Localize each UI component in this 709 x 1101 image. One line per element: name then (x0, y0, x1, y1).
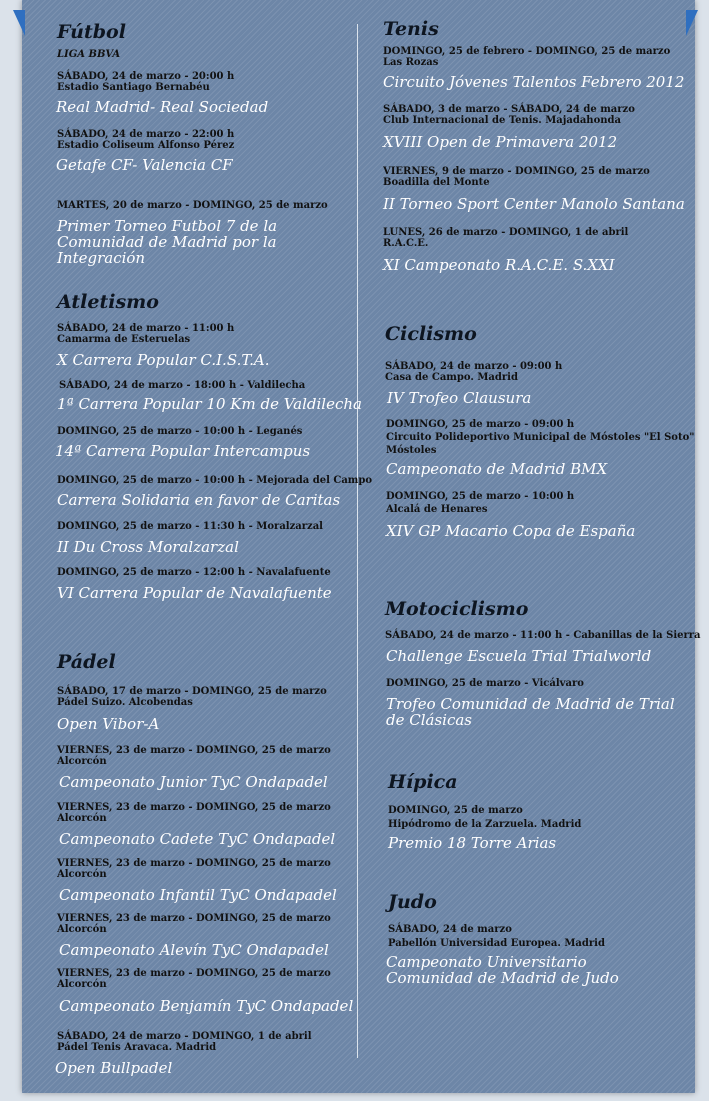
section-title-atletismo: Atletismo (57, 291, 159, 313)
event-date: VIERNES, 9 de marzo - DOMINGO, 25 de marzo (383, 166, 650, 177)
event-place-city: Móstoles (386, 445, 437, 456)
event-date: DOMINGO, 25 de marzo (388, 805, 523, 816)
event-date: SÁBADO, 3 de marzo - SÁBADO, 24 de marzo (383, 104, 635, 115)
event-name[interactable]: Getafe CF- Valencia CF (56, 156, 233, 174)
event-date: SÁBADO, 24 de marzo - 11:00 h - Cabanillas de la Sierra (385, 630, 701, 641)
event-name[interactable]: Primer Torneo Futbol 7 de la Comunidad de Madrid por la Integración (57, 217, 278, 267)
event-date: DOMINGO, 25 de marzo - 10:00 h - Mejorada del Campo (57, 475, 373, 486)
event-date: SÁBADO, 24 de marzo - 20:00 h (57, 71, 235, 82)
section-title-hipica: Hípica (388, 771, 458, 793)
event-date: SÁBADO, 24 de marzo (388, 924, 512, 935)
event-name[interactable]: Campeonato Benjamín TyC Ondapadel (59, 997, 354, 1015)
event-place: Hipódromo de la Zarzuela. Madrid (388, 819, 582, 830)
event-place: Alcorcón (57, 756, 107, 767)
event-date: DOMINGO, 25 de marzo - 11:30 h - Moralzarzal (57, 521, 323, 532)
event-date: DOMINGO, 25 de marzo - Vicálvaro (386, 678, 584, 689)
event-place: Alcalá de Henares (386, 504, 488, 515)
event-place: Circuito Polideportivo Municipal de Móstoles "El Soto" (386, 432, 695, 443)
event-place: Pádel Suizo. Alcobendas (57, 697, 193, 708)
event-name[interactable]: Carrera Solidaria en favor de Caritas (57, 491, 341, 509)
right-ribbon-corner (686, 10, 698, 36)
event-place: Alcorcón (57, 869, 107, 880)
event-name[interactable]: 14ª Carrera Popular Intercampus (55, 442, 311, 460)
event-date: LUNES, 26 de marzo - DOMINGO, 1 de abril (383, 227, 629, 238)
event-place: Estadio Coliseum Alfonso Pérez (57, 140, 235, 151)
event-date: VIERNES, 23 de marzo - DOMINGO, 25 de marzo (57, 802, 331, 813)
section-title-tenis: Tenis (383, 18, 439, 40)
event-name[interactable]: X Carrera Popular C.I.S.T.A. (57, 351, 270, 369)
event-date: VIERNES, 23 de marzo - DOMINGO, 25 de marzo (57, 745, 331, 756)
event-date: VIERNES, 23 de marzo - DOMINGO, 25 de marzo (57, 968, 331, 979)
section-title-judo: Judo (388, 891, 437, 913)
event-name[interactable]: II Torneo Sport Center Manolo Santana (383, 195, 685, 213)
event-date: DOMINGO, 25 de marzo - 12:00 h - Navalafuente (57, 567, 331, 578)
event-name[interactable]: Campeonato Alevín TyC Ondapadel (59, 941, 329, 959)
event-name[interactable]: Campeonato Universitario Comunidad de Madrid de Judo (386, 953, 619, 987)
event-name[interactable]: Open Bullpadel (55, 1059, 173, 1077)
league-label: LIGA BBVA (57, 49, 121, 60)
event-name[interactable]: Campeonato Cadete TyC Ondapadel (59, 830, 336, 848)
event-date: MARTES, 20 de marzo - DOMINGO, 25 de marzo (57, 200, 328, 211)
section-title-padel: Pádel (57, 651, 116, 673)
column-divider (357, 24, 358, 1058)
section-title-futbol: Fútbol (57, 21, 126, 43)
event-name[interactable]: Circuito Jóvenes Talentos Febrero 2012 (383, 73, 685, 91)
left-ribbon-corner (13, 10, 25, 36)
event-name[interactable]: XI Campeonato R.A.C.E. S.XXI (383, 256, 615, 274)
event-name[interactable]: VI Carrera Popular de Navalafuente (57, 584, 332, 602)
event-place: Las Rozas (383, 57, 439, 68)
event-date: VIERNES, 23 de marzo - DOMINGO, 25 de marzo (57, 913, 331, 924)
event-date: SÁBADO, 24 de marzo - 11:00 h (57, 323, 235, 334)
event-name[interactable]: Real Madrid- Real Sociedad (56, 98, 269, 116)
section-title-motociclismo: Motociclismo (385, 598, 529, 620)
event-place: R.A.C.E. (383, 238, 429, 249)
event-name[interactable]: 1ª Carrera Popular 10 Km de Valdilecha (57, 395, 362, 413)
event-place: Alcorcón (57, 813, 107, 824)
event-name[interactable]: Premio 18 Torre Arias (388, 834, 557, 852)
event-place: Boadilla del Monte (383, 177, 490, 188)
event-date: VIERNES, 23 de marzo - DOMINGO, 25 de marzo (57, 858, 331, 869)
event-date: DOMINGO, 25 de marzo - 10:00 h (386, 491, 575, 502)
event-date: SÁBADO, 24 de marzo - 18:00 h - Valdilecha (59, 380, 306, 391)
event-date: SÁBADO, 17 de marzo - DOMINGO, 25 de marzo (57, 686, 327, 697)
event-name[interactable]: IV Trofeo Clausura (387, 389, 532, 407)
event-name[interactable]: Challenge Escuela Trial Trialworld (386, 647, 652, 665)
event-place: Alcorcón (57, 924, 107, 935)
event-date: SÁBADO, 24 de marzo - DOMINGO, 1 de abril (57, 1031, 312, 1042)
event-place: Alcorcón (57, 979, 107, 990)
event-name[interactable]: Campeonato Junior TyC Ondapadel (59, 773, 328, 791)
event-place: Pabellón Universidad Europea. Madrid (388, 938, 605, 949)
event-name[interactable]: II Du Cross Moralzarzal (57, 538, 239, 556)
event-place: Club Internacional de Tenis. Majadahonda (383, 115, 621, 126)
event-name[interactable]: Open Vibor-A (57, 715, 160, 733)
event-name[interactable]: Campeonato Infantil TyC Ondapadel (59, 886, 337, 904)
event-date: DOMINGO, 25 de febrero - DOMINGO, 25 de marzo (383, 46, 671, 57)
event-place: Pádel Tenis Aravaca. Madrid (57, 1042, 217, 1053)
event-place: Camarma de Esteruelas (57, 334, 191, 345)
event-name[interactable]: XIV GP Macario Copa de España (386, 522, 636, 540)
event-name[interactable]: XVIII Open de Primavera 2012 (383, 133, 618, 151)
event-date: SÁBADO, 24 de marzo - 09:00 h (385, 361, 563, 372)
event-place: Estadio Santiago Bernabéu (57, 82, 210, 93)
section-title-ciclismo: Ciclismo (385, 323, 477, 345)
event-name[interactable]: Campeonato de Madrid BMX (386, 460, 608, 478)
event-date: DOMINGO, 25 de marzo - 10:00 h - Leganés (57, 426, 303, 437)
event-place: Casa de Campo. Madrid (385, 372, 518, 383)
event-name[interactable]: Trofeo Comunidad de Madrid de Trial de Clásicas (386, 695, 675, 729)
event-date: SÁBADO, 24 de marzo - 22:00 h (57, 129, 235, 140)
event-date: DOMINGO, 25 de marzo - 09:00 h (386, 419, 575, 430)
